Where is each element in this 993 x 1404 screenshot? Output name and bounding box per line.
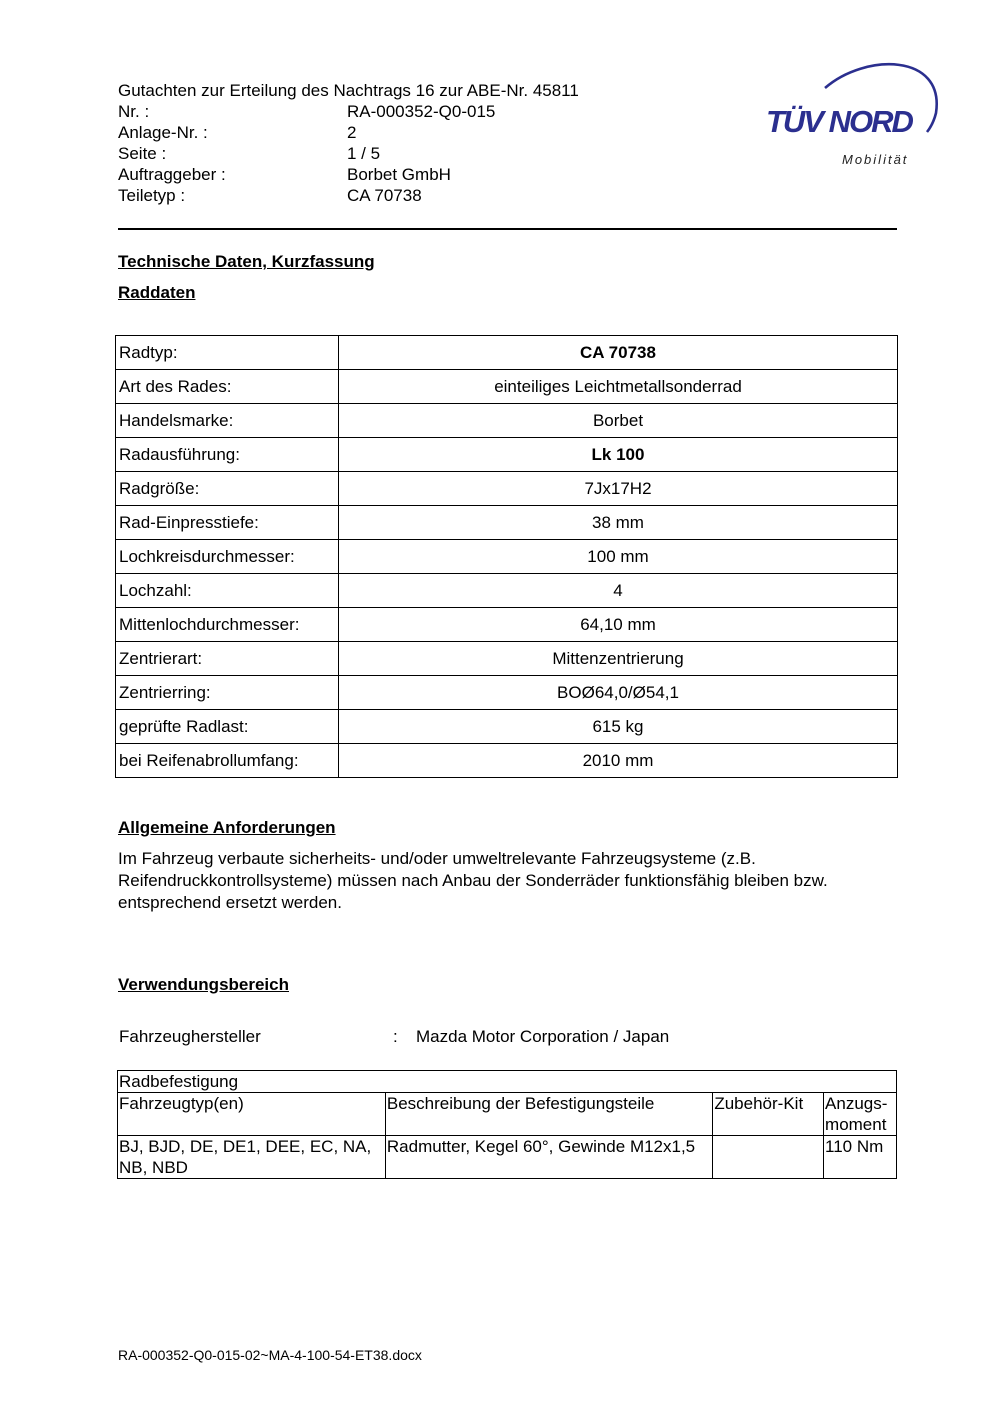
header-divider xyxy=(118,228,897,230)
table-cell: BJ, BJD, DE, DE1, DEE, EC, NA, NB, NBD xyxy=(118,1136,386,1179)
table-row xyxy=(116,438,898,472)
table-value: 100 mm xyxy=(339,540,898,574)
table-value: BOØ64,0/Ø54,1 xyxy=(339,676,898,710)
table-cell: 110 Nm xyxy=(824,1136,897,1179)
header-value: 1 / 5 xyxy=(347,144,381,163)
header-label: Anlage-Nr. : xyxy=(118,123,208,142)
header-label: Auftraggeber : xyxy=(118,165,226,184)
table-value: Lk 100 xyxy=(339,438,898,472)
manufacturer-value: Mazda Motor Corporation / Japan xyxy=(416,1027,670,1046)
table-caption-row xyxy=(118,1071,897,1093)
table-row xyxy=(116,336,898,370)
table-row xyxy=(116,370,898,404)
manufacturer-colon: : xyxy=(393,1027,398,1046)
column-header: Beschreibung der Befestigungsteile xyxy=(385,1093,712,1136)
logo-subtitle: Mobilität xyxy=(842,152,909,167)
table-value: Mittenzentrierung xyxy=(339,642,898,676)
section-heading-general: Allgemeine Anforderungen xyxy=(118,818,336,837)
table-row xyxy=(116,574,898,608)
section-heading-wheel-data: Raddaten xyxy=(118,283,196,302)
table-row xyxy=(116,540,898,574)
table-cell xyxy=(713,1136,824,1179)
column-header: Zubehör-Kit xyxy=(713,1093,824,1136)
header-value: Borbet GmbH xyxy=(347,165,451,184)
table-value: Borbet xyxy=(339,404,898,438)
section-heading-usage: Verwendungsbereich xyxy=(118,975,289,994)
table-key: Handelsmarke: xyxy=(116,404,339,438)
header-value: 2 xyxy=(347,123,357,142)
header-value: CA 70738 xyxy=(347,186,422,205)
section-heading-technical: Technische Daten, Kurzfassung xyxy=(118,252,375,271)
table-header-row xyxy=(118,1093,897,1136)
table-key: Rad-Einpresstiefe: xyxy=(116,506,339,540)
table-key: Radausführung: xyxy=(116,438,339,472)
table-row xyxy=(118,1136,897,1179)
table-key: Art des Rades: xyxy=(116,370,339,404)
table-key: bei Reifenabrollumfang: xyxy=(116,744,339,778)
header-label: Nr. : xyxy=(118,102,150,121)
table-key: Lochzahl: xyxy=(116,574,339,608)
table-row xyxy=(116,676,898,710)
table-value: 4 xyxy=(339,574,898,608)
table-row xyxy=(116,472,898,506)
table-row xyxy=(116,710,898,744)
table-key: Lochkreisdurchmesser: xyxy=(116,540,339,574)
table-key: Radgröße: xyxy=(116,472,339,506)
table-value: 7Jx17H2 xyxy=(339,472,898,506)
table-value: 64,10 mm xyxy=(339,608,898,642)
header-value: RA-000352-Q0-015 xyxy=(347,102,496,121)
table-key: Radtyp: xyxy=(116,336,339,370)
table-caption: Radbefestigung xyxy=(118,1071,897,1093)
table-cell: Radmutter, Kegel 60°, Gewinde M12x1,5 xyxy=(385,1136,712,1179)
table-key: Zentrierring: xyxy=(116,676,339,710)
document-filename: RA-000352-Q0-015-02~MA-4-100-54-ET38.docx xyxy=(118,1347,422,1363)
table-key: geprüfte Radlast: xyxy=(116,710,339,744)
table-row xyxy=(116,642,898,676)
column-header: Fahrzeugtyp(en) xyxy=(118,1093,386,1136)
header-label: Teiletyp : xyxy=(118,186,186,205)
vehicle-manufacturer xyxy=(119,1027,670,1047)
report-title: Gutachten zur Erteilung des Nachtrags 16 zur ABE-Nr. 45811 xyxy=(118,81,579,100)
table-value: 38 mm xyxy=(339,506,898,540)
table-row xyxy=(116,744,898,778)
table-row xyxy=(116,608,898,642)
wheel-data-table xyxy=(115,335,898,778)
general-requirements-text: Im Fahrzeug verbaute sicherheits- und/oder umweltrelevante Fahrzeugsysteme (z.B. Reifendruckkontrollsysteme) müssen nach Anbau der Sonderräder funktionsfähig bleiben bzw. entsprechend ersetzt werden. xyxy=(118,849,828,912)
tuv-nord-logo xyxy=(760,55,960,175)
wheel-mounting-table xyxy=(117,1070,897,1179)
table-value: 615 kg xyxy=(339,710,898,744)
table-key: Mittenlochdurchmesser: xyxy=(116,608,339,642)
manufacturer-label: Fahrzeughersteller xyxy=(119,1027,261,1046)
table-row xyxy=(116,404,898,438)
table-value: 2010 mm xyxy=(339,744,898,778)
logo-brand: TÜV NORD xyxy=(766,104,912,139)
table-key: Zentrierart: xyxy=(116,642,339,676)
header-label: Seite : xyxy=(118,144,167,163)
table-row xyxy=(116,506,898,540)
table-value: CA 70738 xyxy=(339,336,898,370)
table-value: einteiliges Leichtmetallsonderrad xyxy=(339,370,898,404)
column-header: Anzugs-moment xyxy=(824,1093,897,1136)
